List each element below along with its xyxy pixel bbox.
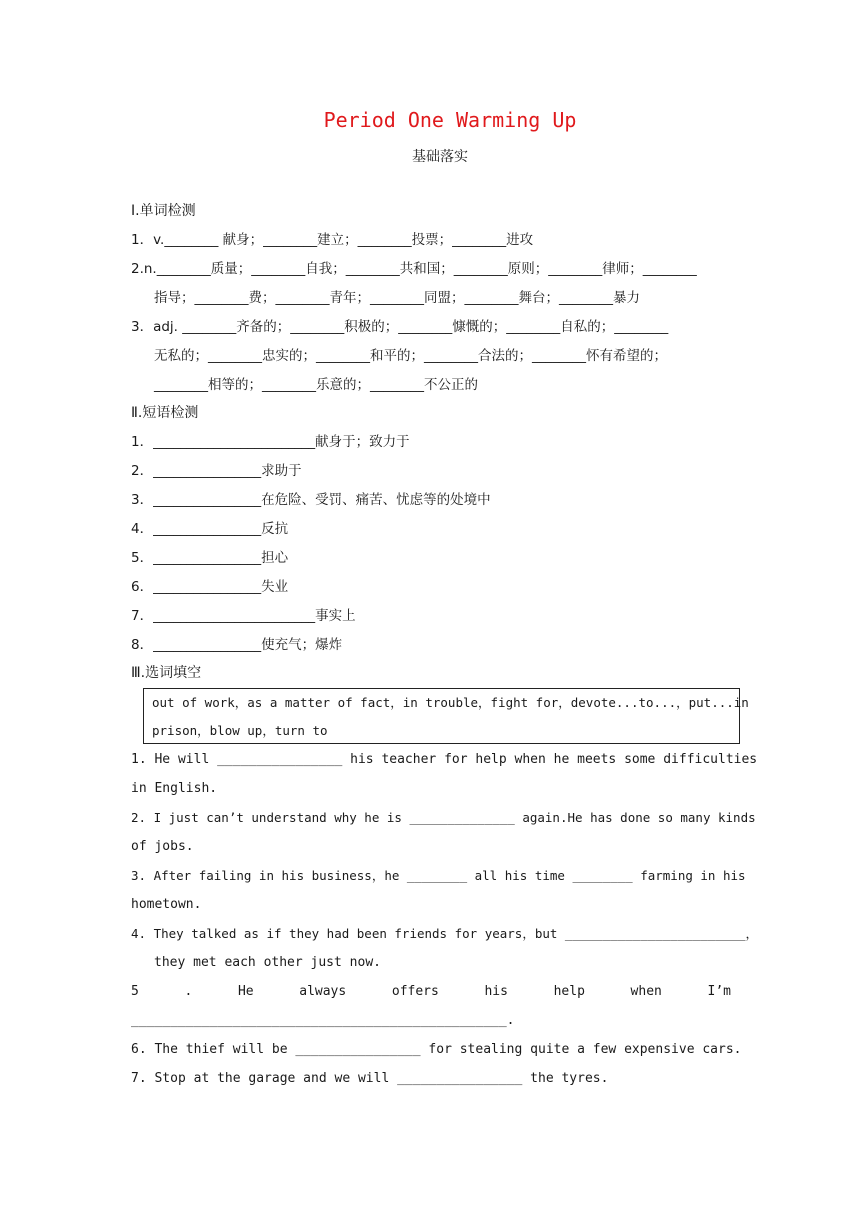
phrase-item: 4．________________反抗 (131, 521, 289, 537)
vocab-line: 2.n.________质量；________自我；________共和国；________原则；________律师；________ (131, 261, 697, 277)
section-heading-phrases: Ⅱ.短语检测 (131, 405, 199, 421)
exercise-sentence: 2. I just can’t understand why he is ______________ again.He has done so many kinds (131, 810, 756, 825)
vocab-line: 无私的；________忠实的；________和平的；________合法的；________怀有希望的； (154, 348, 667, 364)
exercise-sentence: 1. He will ________________ his teacher for help when he meets some difficulties (131, 752, 758, 767)
phrase-item: 6．________________失业 (131, 579, 289, 595)
vocab-line: 指导；________费；________青年；________同盟；________舞台；________暴力 (154, 290, 640, 306)
vocab-line: 3．adj. ________齐备的；________积极的；________慷慨的；________自私的；________ (131, 319, 669, 335)
exercise-sentence: 5 . He always offers his help when I’m (131, 984, 731, 999)
word-bank-line: out of work，as a matter of fact，in trouble，fight for，devote...to...，put...in (152, 695, 749, 710)
phrase-item: 3．________________在危险、受罚、痛苦、忧虑等的处境中 (131, 492, 491, 508)
phrase-item: 7．________________________事实上 (131, 608, 356, 624)
word-bank-line: prison，blow up，turn to (152, 723, 328, 738)
exercise-sentence: ________________________________________________. (131, 1013, 515, 1028)
exercise-sentence: 7. Stop at the garage and we will ________________ the tyres. (131, 1071, 609, 1086)
section-heading-vocabulary: Ⅰ.单词检测 (131, 203, 196, 219)
phrase-item: 8．________________使充气；爆炸 (131, 637, 343, 653)
section-heading-fill-in: Ⅲ.选词填空 (131, 665, 202, 681)
phrase-item: 5．________________担心 (131, 550, 289, 566)
exercise-sentence: 6. The thief will be ________________ for stealing quite a few expensive cars. (131, 1042, 742, 1057)
exercise-sentence: 4. They talked as if they had been friends for years，but ________________________， (131, 926, 759, 941)
vocab-line: 1．v.________ 献身；________建立；________投票；________进攻 (131, 232, 534, 248)
page-title: Period One Warming Up (323, 108, 577, 132)
phrase-item: 1．________________________献身于；致力于 (131, 434, 410, 450)
exercise-sentence: hometown. (131, 897, 202, 912)
exercise-sentence: 3. After failing in his business，he ________ all his time ________ farming in his (131, 868, 746, 883)
phrase-item: 2．________________求助于 (131, 463, 302, 479)
word-bank-box (143, 688, 749, 744)
vocab-line: ________相等的；________乐意的；________不公正的 (154, 377, 478, 393)
exercise-sentence: of jobs. (131, 839, 194, 854)
page-subtitle: 基础落实 (412, 149, 468, 165)
exercise-sentence: in English. (131, 781, 218, 796)
exercise-sentence: they met each other just now. (154, 955, 381, 970)
